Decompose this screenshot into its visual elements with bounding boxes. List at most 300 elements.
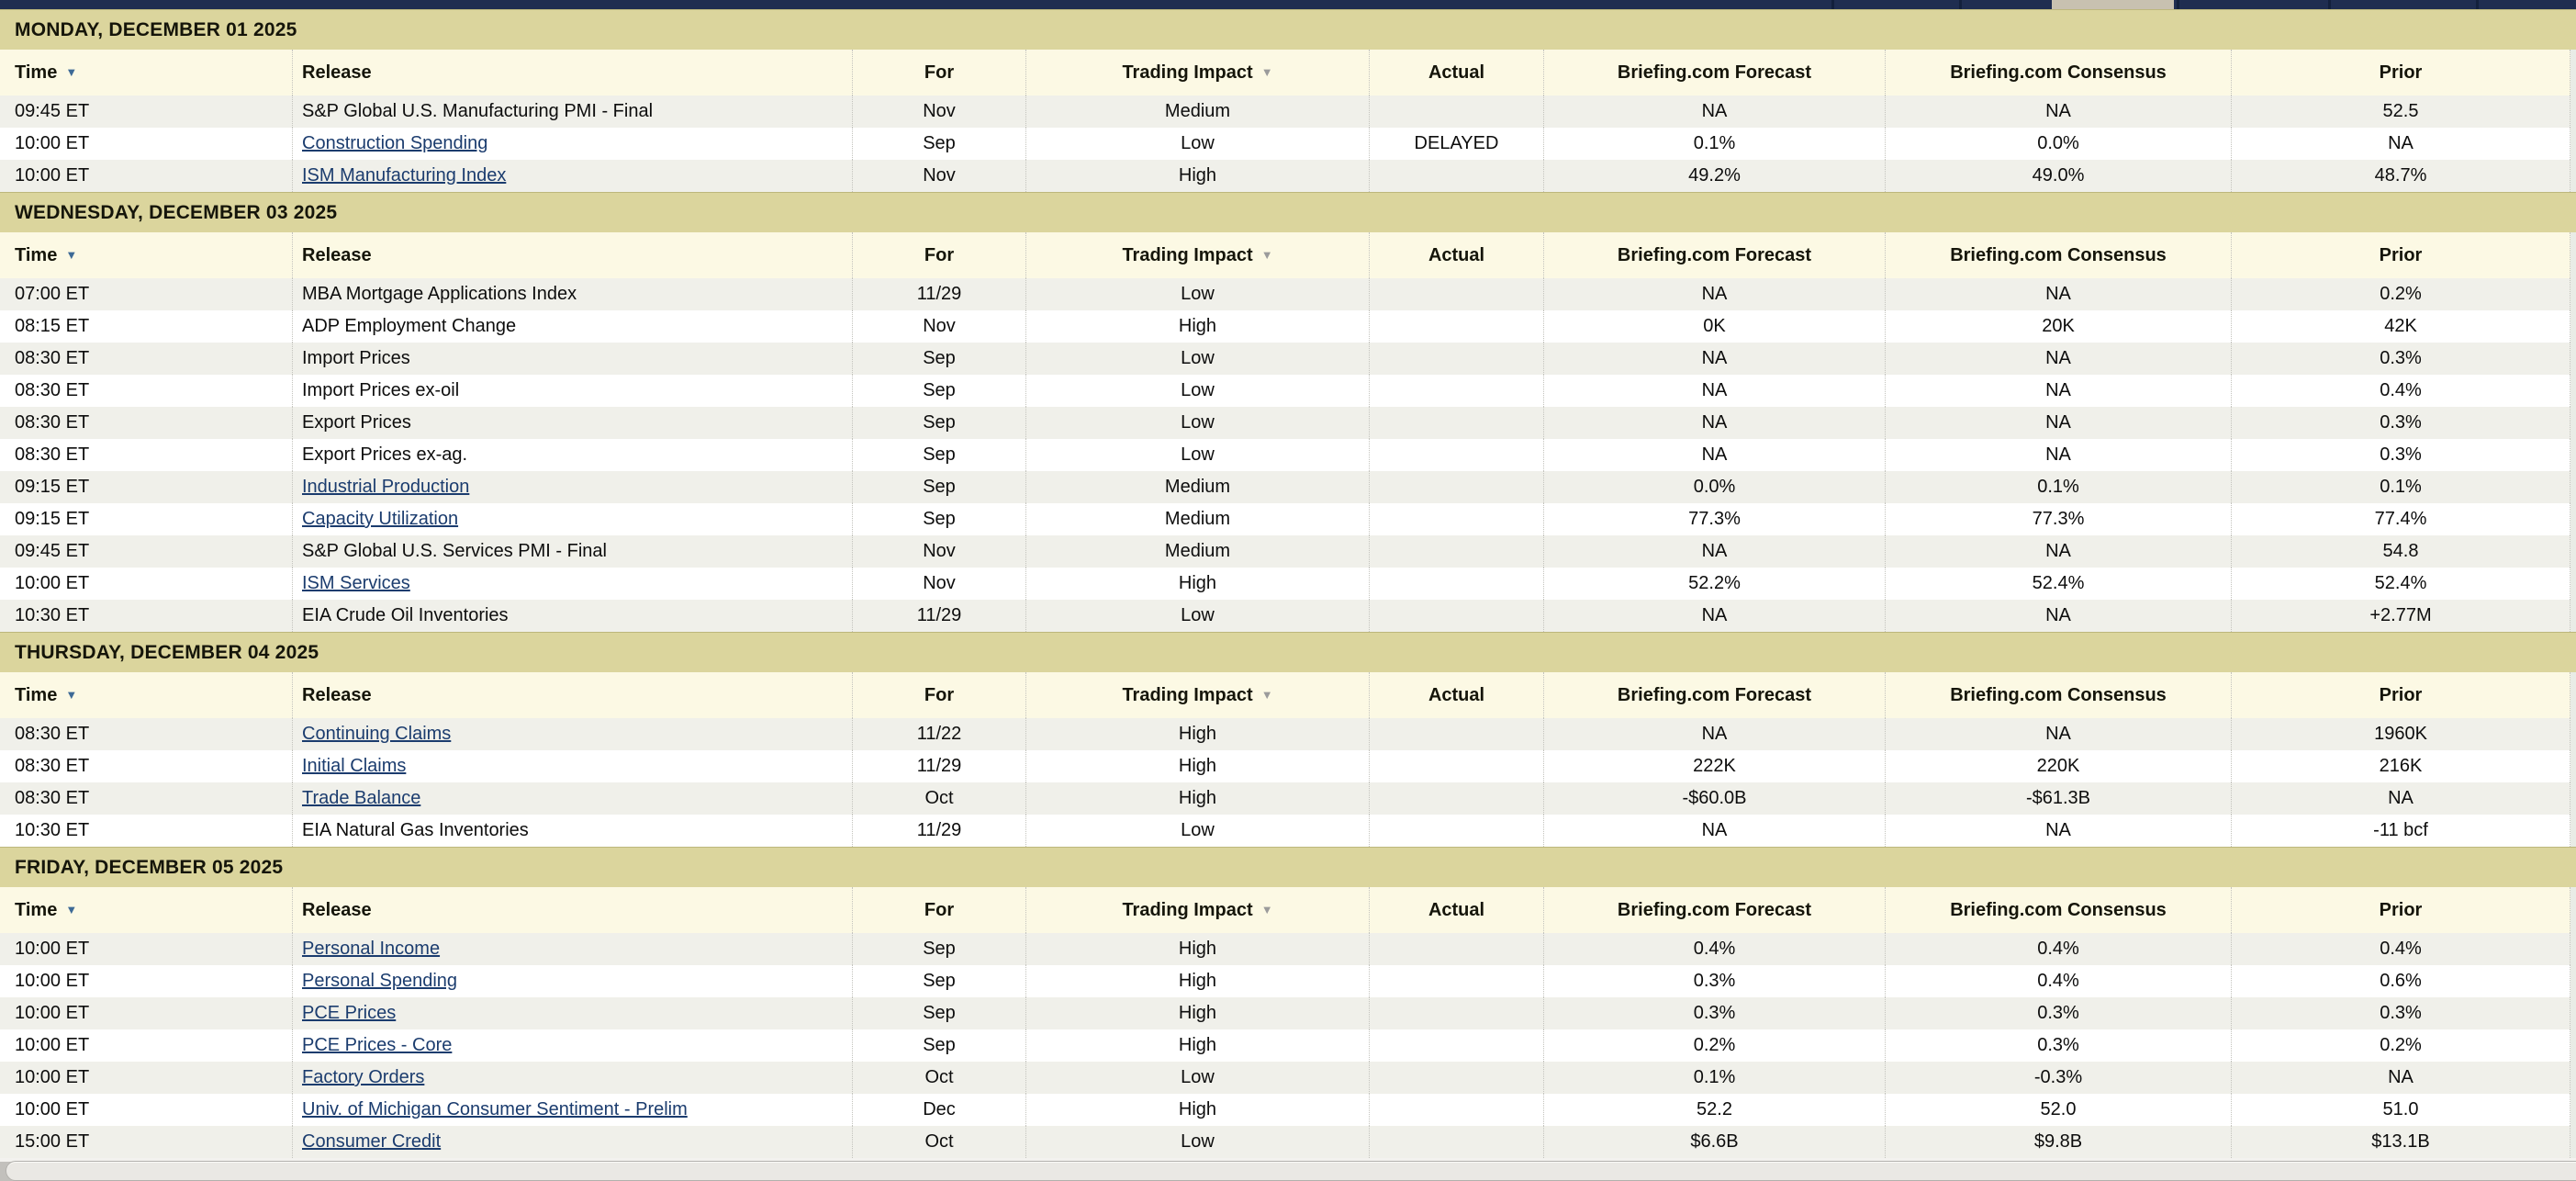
actual-cell bbox=[1369, 503, 1543, 535]
prior-cell: 0.4% bbox=[2231, 933, 2570, 965]
for-cell: Nov bbox=[852, 160, 1025, 192]
forecast-cell: NA bbox=[1543, 600, 1885, 632]
column-header-prior bbox=[2231, 887, 2570, 933]
release-cell bbox=[292, 568, 852, 600]
column-header-row bbox=[0, 672, 2570, 718]
forecast-cell: NA bbox=[1543, 96, 1885, 128]
impact-cell: Low bbox=[1025, 439, 1369, 471]
release-link[interactable]: Initial Claims bbox=[302, 756, 407, 776]
impact-cell: High bbox=[1025, 997, 1369, 1029]
column-header-label: Briefing.com Consensus bbox=[1950, 245, 2167, 265]
for-cell: Oct bbox=[852, 1126, 1025, 1158]
prior-cell: NA bbox=[2231, 1062, 2570, 1094]
forecast-cell: 52.2% bbox=[1543, 568, 1885, 600]
release-link[interactable]: Industrial Production bbox=[302, 477, 470, 497]
consensus-cell: 52.4% bbox=[1885, 568, 2231, 600]
column-header-label: Time bbox=[15, 685, 58, 705]
column-header-time[interactable] bbox=[0, 232, 292, 278]
column-header-row bbox=[0, 887, 2570, 933]
release-cell bbox=[292, 310, 852, 343]
column-header-briefing-com-forecast bbox=[1543, 50, 1885, 96]
release-link[interactable]: ISM Manufacturing Index bbox=[302, 165, 507, 186]
for-cell: Sep bbox=[852, 128, 1025, 160]
prior-cell: +2.77M bbox=[2231, 600, 2570, 632]
actual-cell bbox=[1369, 1062, 1543, 1094]
sort-desc-icon: ▼ bbox=[1260, 688, 1273, 702]
actual-cell bbox=[1369, 933, 1543, 965]
release-cell bbox=[292, 782, 852, 815]
table-row bbox=[0, 128, 2570, 160]
column-header-label: Release bbox=[302, 245, 372, 265]
economic-calendar-table bbox=[0, 9, 2576, 1158]
release-label: Export Prices ex-ag. bbox=[302, 444, 468, 465]
release-link[interactable]: Continuing Claims bbox=[302, 724, 452, 744]
table-row bbox=[0, 160, 2570, 192]
column-header-actual bbox=[1369, 232, 1543, 278]
consensus-cell: NA bbox=[1885, 439, 2231, 471]
actual-cell bbox=[1369, 782, 1543, 815]
for-cell: Sep bbox=[852, 375, 1025, 407]
for-cell: 11/29 bbox=[852, 600, 1025, 632]
column-header-briefing-com-consensus bbox=[1885, 50, 2231, 96]
forecast-cell: 0.0% bbox=[1543, 471, 1885, 503]
prior-cell: 0.1% bbox=[2231, 471, 2570, 503]
table-row bbox=[0, 750, 2570, 782]
release-label: Export Prices bbox=[302, 412, 411, 433]
impact-cell: High bbox=[1025, 568, 1369, 600]
column-header-trading-impact[interactable] bbox=[1025, 232, 1369, 278]
consensus-cell: 52.0 bbox=[1885, 1094, 2231, 1126]
horizontal-scrollbar[interactable] bbox=[0, 1158, 2576, 1181]
release-cell bbox=[292, 375, 852, 407]
time-cell: 10:00 ET bbox=[15, 971, 90, 991]
release-cell bbox=[292, 1029, 852, 1062]
impact-cell: High bbox=[1025, 933, 1369, 965]
release-cell bbox=[292, 160, 852, 192]
impact-cell: Low bbox=[1025, 1062, 1369, 1094]
active-tab-edge bbox=[2052, 0, 2174, 9]
for-cell: Dec bbox=[852, 1094, 1025, 1126]
prior-cell: 0.4% bbox=[2231, 375, 2570, 407]
prior-cell: 51.0 bbox=[2231, 1094, 2570, 1126]
release-label: EIA Crude Oil Inventories bbox=[302, 605, 509, 625]
column-header-label: Actual bbox=[1428, 245, 1485, 265]
tab-divider bbox=[1959, 0, 1962, 9]
release-cell bbox=[292, 128, 852, 160]
time-cell: 08:30 ET bbox=[15, 412, 90, 433]
column-header-briefing-com-forecast bbox=[1543, 672, 1885, 718]
prior-cell: 0.2% bbox=[2231, 278, 2570, 310]
release-link[interactable]: Consumer Credit bbox=[302, 1131, 442, 1152]
for-cell: Sep bbox=[852, 343, 1025, 375]
forecast-cell: 77.3% bbox=[1543, 503, 1885, 535]
release-cell bbox=[292, 1062, 852, 1094]
for-cell: Sep bbox=[852, 965, 1025, 997]
release-link[interactable]: Personal Income bbox=[302, 939, 441, 959]
column-header-release bbox=[292, 50, 852, 96]
release-cell bbox=[292, 439, 852, 471]
column-header-time[interactable] bbox=[0, 50, 292, 96]
forecast-cell: NA bbox=[1543, 815, 1885, 847]
for-cell: Nov bbox=[852, 310, 1025, 343]
column-header-label: Time bbox=[15, 245, 58, 265]
time-cell: 09:15 ET bbox=[15, 477, 90, 497]
actual-cell bbox=[1369, 1029, 1543, 1062]
column-header-label: Briefing.com Forecast bbox=[1617, 62, 1812, 83]
impact-cell: Low bbox=[1025, 343, 1369, 375]
column-header-label: Briefing.com Consensus bbox=[1950, 900, 2167, 920]
impact-cell: High bbox=[1025, 1094, 1369, 1126]
prior-cell: 0.6% bbox=[2231, 965, 2570, 997]
column-header-label: Release bbox=[302, 62, 372, 83]
impact-cell: High bbox=[1025, 718, 1369, 750]
impact-cell: High bbox=[1025, 1029, 1369, 1062]
for-cell: Nov bbox=[852, 535, 1025, 568]
actual-cell bbox=[1369, 96, 1543, 128]
column-header-briefing-com-consensus bbox=[1885, 232, 2231, 278]
consensus-cell: NA bbox=[1885, 407, 2231, 439]
for-cell: Sep bbox=[852, 997, 1025, 1029]
actual-cell bbox=[1369, 375, 1543, 407]
scrollbar-thumb[interactable] bbox=[6, 1161, 2576, 1181]
table-row bbox=[0, 343, 2570, 375]
actual-cell bbox=[1369, 535, 1543, 568]
time-cell: 10:00 ET bbox=[15, 939, 90, 959]
consensus-cell: 0.3% bbox=[1885, 997, 2231, 1029]
table-row bbox=[0, 568, 2570, 600]
column-header-briefing-com-consensus bbox=[1885, 672, 2231, 718]
browser-tabstrip bbox=[0, 0, 2576, 9]
consensus-cell: -0.3% bbox=[1885, 1062, 2231, 1094]
column-header-label: Prior bbox=[2379, 245, 2423, 265]
prior-cell: 0.3% bbox=[2231, 439, 2570, 471]
forecast-cell: NA bbox=[1543, 439, 1885, 471]
column-header-trading-impact[interactable] bbox=[1025, 672, 1369, 718]
impact-cell: High bbox=[1025, 160, 1369, 192]
column-header-label: Trading Impact bbox=[1122, 245, 1253, 265]
for-cell: Sep bbox=[852, 1029, 1025, 1062]
forecast-cell: 222K bbox=[1543, 750, 1885, 782]
consensus-cell: NA bbox=[1885, 278, 2231, 310]
actual-cell bbox=[1369, 718, 1543, 750]
release-cell bbox=[292, 965, 852, 997]
column-header-label: Briefing.com Forecast bbox=[1617, 685, 1812, 705]
for-cell: Oct bbox=[852, 782, 1025, 815]
consensus-cell: 0.1% bbox=[1885, 471, 2231, 503]
prior-cell: 216K bbox=[2231, 750, 2570, 782]
time-cell: 10:00 ET bbox=[15, 1099, 90, 1119]
impact-cell: Medium bbox=[1025, 471, 1369, 503]
release-link[interactable]: Trade Balance bbox=[302, 788, 421, 808]
column-header-trading-impact[interactable] bbox=[1025, 50, 1369, 96]
column-header-time[interactable] bbox=[0, 887, 292, 933]
release-link[interactable]: ISM Services bbox=[302, 573, 410, 593]
column-header-label: Time bbox=[15, 900, 58, 920]
for-cell: 11/22 bbox=[852, 718, 1025, 750]
actual-cell bbox=[1369, 407, 1543, 439]
column-header-trading-impact[interactable] bbox=[1025, 887, 1369, 933]
day-section-header: FRIDAY, DECEMBER 05 2025 bbox=[0, 847, 2576, 887]
release-link[interactable]: Factory Orders bbox=[302, 1067, 425, 1087]
actual-cell bbox=[1369, 997, 1543, 1029]
impact-cell: Low bbox=[1025, 600, 1369, 632]
forecast-cell: NA bbox=[1543, 343, 1885, 375]
for-cell: Sep bbox=[852, 933, 1025, 965]
column-header-label: Actual bbox=[1428, 685, 1485, 705]
actual-cell bbox=[1369, 1126, 1543, 1158]
time-cell: 08:15 ET bbox=[15, 316, 90, 336]
prior-cell: 0.3% bbox=[2231, 407, 2570, 439]
release-cell bbox=[292, 343, 852, 375]
forecast-cell: NA bbox=[1543, 375, 1885, 407]
release-label: EIA Natural Gas Inventories bbox=[302, 820, 529, 840]
release-cell bbox=[292, 718, 852, 750]
forecast-cell: 0.3% bbox=[1543, 997, 1885, 1029]
time-cell: 10:00 ET bbox=[15, 1035, 90, 1055]
column-header-label: Prior bbox=[2379, 900, 2423, 920]
actual-cell bbox=[1369, 160, 1543, 192]
column-header-label: Prior bbox=[2379, 62, 2423, 83]
column-header-label: Prior bbox=[2379, 685, 2423, 705]
for-cell: 11/29 bbox=[852, 815, 1025, 847]
consensus-cell: $9.8B bbox=[1885, 1126, 2231, 1158]
release-cell bbox=[292, 997, 852, 1029]
consensus-cell: 0.3% bbox=[1885, 1029, 2231, 1062]
column-header-prior bbox=[2231, 232, 2570, 278]
column-header-actual bbox=[1369, 50, 1543, 96]
forecast-cell: 0.1% bbox=[1543, 1062, 1885, 1094]
prior-cell: 1960K bbox=[2231, 718, 2570, 750]
column-header-label: For bbox=[924, 62, 955, 83]
time-cell: 08:30 ET bbox=[15, 348, 90, 368]
day-section-header: THURSDAY, DECEMBER 04 2025 bbox=[0, 632, 2576, 672]
time-cell: 09:45 ET bbox=[15, 541, 90, 561]
sort-desc-icon: ▼ bbox=[65, 248, 78, 262]
column-header-time[interactable] bbox=[0, 672, 292, 718]
column-header-label: Actual bbox=[1428, 62, 1485, 83]
table-row bbox=[0, 1094, 2570, 1126]
for-cell: 11/29 bbox=[852, 278, 1025, 310]
sort-desc-icon: ▼ bbox=[65, 903, 78, 917]
table-row bbox=[0, 933, 2570, 965]
release-link[interactable]: PCE Prices - Core bbox=[302, 1035, 453, 1055]
column-header-prior bbox=[2231, 672, 2570, 718]
consensus-cell: 77.3% bbox=[1885, 503, 2231, 535]
consensus-cell: -$61.3B bbox=[1885, 782, 2231, 815]
forecast-cell: 0.4% bbox=[1543, 933, 1885, 965]
time-cell: 10:00 ET bbox=[15, 1067, 90, 1087]
actual-cell bbox=[1369, 568, 1543, 600]
for-cell: Oct bbox=[852, 1062, 1025, 1094]
release-cell bbox=[292, 933, 852, 965]
tab-divider bbox=[2328, 0, 2331, 9]
table-row bbox=[0, 600, 2570, 632]
forecast-cell: -$60.0B bbox=[1543, 782, 1885, 815]
actual-cell bbox=[1369, 965, 1543, 997]
time-cell: 09:15 ET bbox=[15, 509, 90, 529]
time-cell: 10:30 ET bbox=[15, 605, 90, 625]
table-row bbox=[0, 997, 2570, 1029]
for-cell: Sep bbox=[852, 407, 1025, 439]
release-link[interactable]: Construction Spending bbox=[302, 133, 488, 153]
time-cell: 10:30 ET bbox=[15, 820, 90, 840]
release-link[interactable]: Univ. of Michigan Consumer Sentiment - Prelim bbox=[302, 1099, 688, 1119]
release-cell bbox=[292, 278, 852, 310]
prior-cell: 42K bbox=[2231, 310, 2570, 343]
release-label: ADP Employment Change bbox=[302, 316, 517, 336]
impact-cell: Low bbox=[1025, 278, 1369, 310]
impact-cell: Low bbox=[1025, 128, 1369, 160]
column-header-label: For bbox=[924, 245, 955, 265]
table-row bbox=[0, 965, 2570, 997]
consensus-cell: 0.4% bbox=[1885, 933, 2231, 965]
forecast-cell: NA bbox=[1543, 407, 1885, 439]
table-row bbox=[0, 1029, 2570, 1062]
release-label: MBA Mortgage Applications Index bbox=[302, 284, 577, 304]
column-header-for bbox=[852, 50, 1025, 96]
prior-cell: 48.7% bbox=[2231, 160, 2570, 192]
release-cell bbox=[292, 750, 852, 782]
column-header-briefing-com-forecast bbox=[1543, 232, 1885, 278]
consensus-cell: NA bbox=[1885, 375, 2231, 407]
impact-cell: High bbox=[1025, 782, 1369, 815]
release-link[interactable]: Capacity Utilization bbox=[302, 509, 459, 529]
table-row bbox=[0, 503, 2570, 535]
consensus-cell: 20K bbox=[1885, 310, 2231, 343]
prior-cell: 77.4% bbox=[2231, 503, 2570, 535]
actual-cell bbox=[1369, 1094, 1543, 1126]
impact-cell: High bbox=[1025, 750, 1369, 782]
consensus-cell: 220K bbox=[1885, 750, 2231, 782]
consensus-cell: NA bbox=[1885, 535, 2231, 568]
table-row bbox=[0, 439, 2570, 471]
for-cell: Nov bbox=[852, 568, 1025, 600]
column-header-for bbox=[852, 887, 1025, 933]
consensus-cell: NA bbox=[1885, 718, 2231, 750]
prior-cell: 0.2% bbox=[2231, 1029, 2570, 1062]
forecast-cell: 0.3% bbox=[1543, 965, 1885, 997]
table-row bbox=[0, 278, 2570, 310]
column-header-label: For bbox=[924, 685, 955, 705]
time-cell: 10:00 ET bbox=[15, 1003, 90, 1023]
release-link[interactable]: Personal Spending bbox=[302, 971, 458, 991]
sort-desc-icon: ▼ bbox=[1260, 65, 1273, 79]
release-cell bbox=[292, 1126, 852, 1158]
forecast-cell: NA bbox=[1543, 718, 1885, 750]
column-header-label: Briefing.com Forecast bbox=[1617, 245, 1812, 265]
prior-cell: 0.3% bbox=[2231, 997, 2570, 1029]
column-header-label: Trading Impact bbox=[1122, 685, 1253, 705]
actual-cell bbox=[1369, 815, 1543, 847]
column-header-row bbox=[0, 232, 2570, 278]
column-header-actual bbox=[1369, 672, 1543, 718]
time-cell: 07:00 ET bbox=[15, 284, 90, 304]
consensus-cell: NA bbox=[1885, 343, 2231, 375]
consensus-cell: NA bbox=[1885, 96, 2231, 128]
time-cell: 15:00 ET bbox=[15, 1131, 90, 1152]
consensus-cell: 49.0% bbox=[1885, 160, 2231, 192]
release-label: Import Prices bbox=[302, 348, 410, 368]
actual-cell bbox=[1369, 310, 1543, 343]
prior-cell: NA bbox=[2231, 782, 2570, 815]
release-cell bbox=[292, 503, 852, 535]
time-cell: 10:00 ET bbox=[15, 133, 90, 153]
consensus-cell: NA bbox=[1885, 600, 2231, 632]
impact-cell: High bbox=[1025, 310, 1369, 343]
release-label: S&P Global U.S. Manufacturing PMI - Final bbox=[302, 101, 654, 121]
table-row bbox=[0, 815, 2570, 847]
day-section-header: MONDAY, DECEMBER 01 2025 bbox=[0, 9, 2576, 50]
time-cell: 10:00 ET bbox=[15, 165, 90, 186]
time-cell: 08:30 ET bbox=[15, 756, 90, 776]
release-cell bbox=[292, 96, 852, 128]
impact-cell: Medium bbox=[1025, 96, 1369, 128]
sort-desc-icon: ▼ bbox=[1260, 903, 1273, 917]
prior-cell: 54.8 bbox=[2231, 535, 2570, 568]
release-cell bbox=[292, 815, 852, 847]
column-header-for bbox=[852, 232, 1025, 278]
impact-cell: Medium bbox=[1025, 503, 1369, 535]
forecast-cell: NA bbox=[1543, 278, 1885, 310]
prior-cell: 52.5 bbox=[2231, 96, 2570, 128]
forecast-cell: 0K bbox=[1543, 310, 1885, 343]
release-cell bbox=[292, 407, 852, 439]
column-header-label: Trading Impact bbox=[1122, 62, 1253, 83]
table-row bbox=[0, 718, 2570, 750]
consensus-cell: NA bbox=[1885, 815, 2231, 847]
column-header-release bbox=[292, 232, 852, 278]
column-header-label: Release bbox=[302, 900, 372, 920]
impact-cell: Medium bbox=[1025, 535, 1369, 568]
time-cell: 08:30 ET bbox=[15, 444, 90, 465]
prior-cell: NA bbox=[2231, 128, 2570, 160]
for-cell: Nov bbox=[852, 96, 1025, 128]
sort-desc-icon: ▼ bbox=[65, 65, 78, 79]
prior-cell: 52.4% bbox=[2231, 568, 2570, 600]
release-label: S&P Global U.S. Services PMI - Final bbox=[302, 541, 607, 561]
actual-cell bbox=[1369, 471, 1543, 503]
release-cell bbox=[292, 600, 852, 632]
table-row bbox=[0, 375, 2570, 407]
release-cell bbox=[292, 471, 852, 503]
impact-cell: High bbox=[1025, 965, 1369, 997]
release-link[interactable]: PCE Prices bbox=[302, 1003, 397, 1023]
sort-desc-icon: ▼ bbox=[65, 688, 78, 702]
actual-cell: DELAYED bbox=[1369, 128, 1543, 160]
time-cell: 09:45 ET bbox=[15, 101, 90, 121]
release-cell bbox=[292, 1094, 852, 1126]
tab-divider bbox=[2476, 0, 2479, 9]
prior-cell: -11 bcf bbox=[2231, 815, 2570, 847]
column-header-label: Trading Impact bbox=[1122, 900, 1253, 920]
table-row bbox=[0, 782, 2570, 815]
impact-cell: Low bbox=[1025, 1126, 1369, 1158]
table-row bbox=[0, 1062, 2570, 1094]
table-row bbox=[0, 310, 2570, 343]
for-cell: Sep bbox=[852, 471, 1025, 503]
consensus-cell: 0.4% bbox=[1885, 965, 2231, 997]
column-header-actual bbox=[1369, 887, 1543, 933]
column-header-for bbox=[852, 672, 1025, 718]
time-cell: 08:30 ET bbox=[15, 380, 90, 400]
column-header-label: Briefing.com Forecast bbox=[1617, 900, 1812, 920]
forecast-cell: NA bbox=[1543, 535, 1885, 568]
impact-cell: Low bbox=[1025, 815, 1369, 847]
consensus-cell: 0.0% bbox=[1885, 128, 2231, 160]
day-section-header: WEDNESDAY, DECEMBER 03 2025 bbox=[0, 192, 2576, 232]
column-header-release bbox=[292, 672, 852, 718]
column-header-prior bbox=[2231, 50, 2570, 96]
